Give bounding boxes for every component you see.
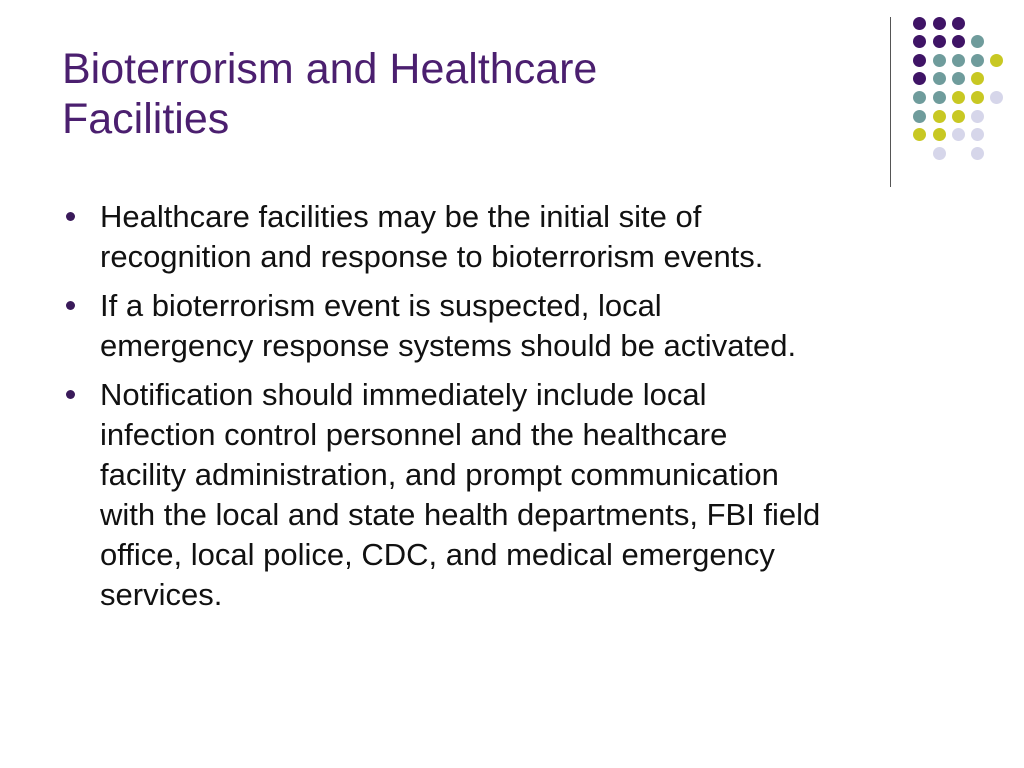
decorative-dot <box>933 110 946 123</box>
decorative-dot <box>933 147 946 160</box>
decorative-dot <box>971 91 984 104</box>
bullet-line: office, local police, CDC, and medical emergency <box>100 537 775 572</box>
bullet-line: emergency response systems should be activated. <box>100 328 797 363</box>
bullet-line: infection control personnel and the healthcare <box>100 417 728 452</box>
bullet-dot-icon <box>66 212 75 221</box>
decorative-dot <box>913 128 926 141</box>
slide-title-line-1: Bioterrorism and Healthcare <box>62 45 598 93</box>
decorative-dot <box>952 17 965 30</box>
decorative-dot <box>952 110 965 123</box>
bullet-line: Healthcare facilities may be the initial site of <box>100 199 702 234</box>
decorative-dot <box>933 54 946 67</box>
slide-title-line-2: Facilities <box>62 95 230 143</box>
decorative-dot <box>971 54 984 67</box>
bullet-line: with the local and state health departments, FBI field <box>100 497 821 532</box>
decorative-dot <box>933 128 946 141</box>
decorative-dot <box>913 17 926 30</box>
decorative-dot <box>913 54 926 67</box>
bullet-text <box>100 375 970 615</box>
decorative-dot <box>933 35 946 48</box>
bullet-line: Notification should immediately include local <box>100 377 707 412</box>
decorative-dot <box>913 110 926 123</box>
decorative-dot <box>952 128 965 141</box>
decorative-dot <box>952 35 965 48</box>
bullet-dot-icon <box>66 390 75 399</box>
decorative-dot <box>971 72 984 85</box>
bullet-item-2 <box>62 286 982 366</box>
decorative-dot <box>933 72 946 85</box>
bullet-list <box>62 197 982 624</box>
decorative-dot <box>971 35 984 48</box>
bullet-line: facility administration, and prompt communication <box>100 457 779 492</box>
decorative-dot <box>990 54 1003 67</box>
decorative-dot <box>971 128 984 141</box>
bullet-dot-icon <box>66 301 75 310</box>
decorative-dot <box>933 17 946 30</box>
bullet-text <box>100 197 970 277</box>
decorative-dot <box>971 147 984 160</box>
decorative-dot <box>952 72 965 85</box>
decorative-dot-grid <box>0 0 1024 200</box>
bullet-line: recognition and response to bioterrorism events. <box>100 239 764 274</box>
decorative-dot <box>990 91 1003 104</box>
decorative-dot <box>971 110 984 123</box>
decorative-dot <box>913 91 926 104</box>
decorative-dot <box>952 91 965 104</box>
decorative-dot <box>933 91 946 104</box>
bullet-item-3 <box>62 375 982 615</box>
decorative-dot <box>913 72 926 85</box>
bullet-line: If a bioterrorism event is suspected, local <box>100 288 662 323</box>
bullet-line: services. <box>100 577 223 612</box>
decorative-dot <box>913 35 926 48</box>
decorative-dot <box>952 54 965 67</box>
bullet-item-1 <box>62 197 982 277</box>
bullet-text <box>100 286 970 366</box>
